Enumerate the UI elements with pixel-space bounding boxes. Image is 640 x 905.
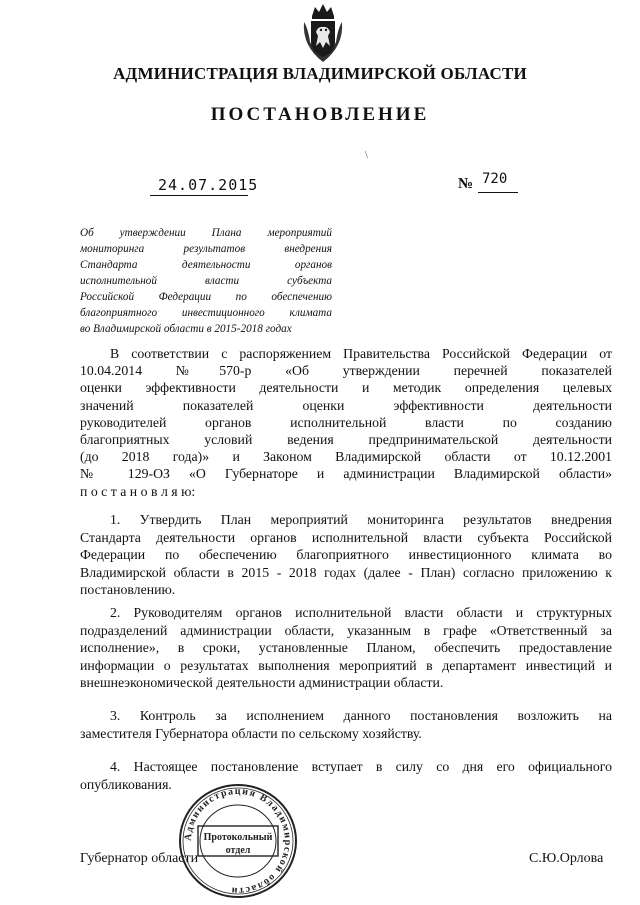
clause-2 — [80, 604, 612, 692]
clause-line: 2. Руководителям органов исполнительной власти области и структурных — [110, 605, 612, 620]
subject-line: исполнительной власти субъекта — [80, 275, 332, 287]
preamble-line: 10.04.2014 №570-р «Об утверждении перечней показателей — [80, 363, 612, 379]
clause-line: 1. Утвердить План мероприятий мониторинга результатов внедрения — [110, 512, 612, 527]
clause-line: информации о результатах выполнения мероприятий в департамент инвестиций и — [80, 657, 612, 673]
clause-3 — [80, 707, 612, 742]
clause-line: 3. Контроль за исполнением данного постановления возложить на — [110, 708, 612, 723]
preamble-line: значений показателей оценки эффективности деятельности — [80, 397, 612, 413]
clause-line: Владимирской области в 2015 - 2018 годах (далее - План) согласно приложению к — [80, 564, 612, 580]
subject-line: Об утверждении Плана мероприятий — [80, 227, 332, 239]
clause-line: Стандарта деятельности органов исполнительной власти субъекта Российской — [80, 529, 612, 545]
preamble-paragraph — [80, 345, 612, 500]
clause-line: 4. Настоящее постановление вступает в силу со дня его официального — [110, 759, 612, 774]
clause-line: внешнеэкономической деятельности администрации области. — [80, 675, 444, 691]
clause-line: исполнение», в сроки, установленные Планом, обеспечить предоставление — [80, 640, 612, 656]
clause-line: подразделений администрации области, указанным в графе «Ответственный за — [80, 622, 612, 638]
number-underline — [478, 192, 518, 193]
clause-line: опубликования. — [80, 776, 172, 792]
date-underline — [150, 195, 248, 196]
signatory-position: Губернатор области — [80, 851, 199, 866]
subject-line: благоприятного инвестиционного климата — [80, 307, 332, 319]
preamble-line: (до 2018 года)» и Законом Владимирской области от 10.12.2001 — [80, 449, 612, 465]
document-number: 720 — [482, 171, 508, 187]
preamble-line: оценки эффективности деятельности и методик определения целевых — [80, 380, 612, 396]
subject-line: во Владимирской области в 2015-2018 годах — [80, 323, 292, 335]
preamble-line: № 129-ОЗ «О Губернаторе и администрации Владимирской области» — [80, 466, 612, 482]
number-sign: № — [458, 176, 474, 192]
stray-mark: \ — [365, 150, 368, 161]
document-type-title: ПОСТАНОВЛЕНИЕ — [210, 104, 430, 125]
coat-of-arms-icon — [300, 2, 346, 64]
preamble-line: благоприятных условий ведения предпринимательской деятельности — [80, 432, 612, 448]
preamble-line: В соответствии с распоряжением Правительства Российской Федерации от — [110, 346, 612, 361]
clause-line: Федерации по обеспечению благоприятного инвестиционного климата во — [80, 547, 612, 563]
subject-line: Российской Федерации по обеспечению — [80, 291, 332, 303]
document-subject — [80, 225, 332, 337]
clause-1 — [80, 511, 612, 599]
clause-line: постановлению. — [80, 582, 176, 598]
preamble-line: руководителей органов исполнительной власти по созданию — [80, 414, 612, 430]
stamp-label: отдел — [225, 845, 251, 856]
decree-word: п о с т а н о в л я ю: — [80, 483, 196, 499]
subject-line: Стандарта деятельности органов — [80, 259, 332, 271]
subject-line: мониторинга результатов внедрения — [80, 243, 332, 255]
clause-4 — [80, 758, 612, 793]
organization-name: АДМИНИСТРАЦИЯ ВЛАДИМИРСКОЙ ОБЛАСТИ — [113, 64, 527, 83]
clause-line: заместителя Губернатора области по сельскому хозяйству. — [80, 725, 422, 741]
document-date: 24.07.2015 — [158, 176, 259, 194]
signatory-name: С.Ю.Орлова — [529, 851, 604, 866]
stamp-ring-text: Администрация Владимирской области — [182, 785, 294, 897]
stamp-label: Протокольный — [203, 832, 273, 843]
